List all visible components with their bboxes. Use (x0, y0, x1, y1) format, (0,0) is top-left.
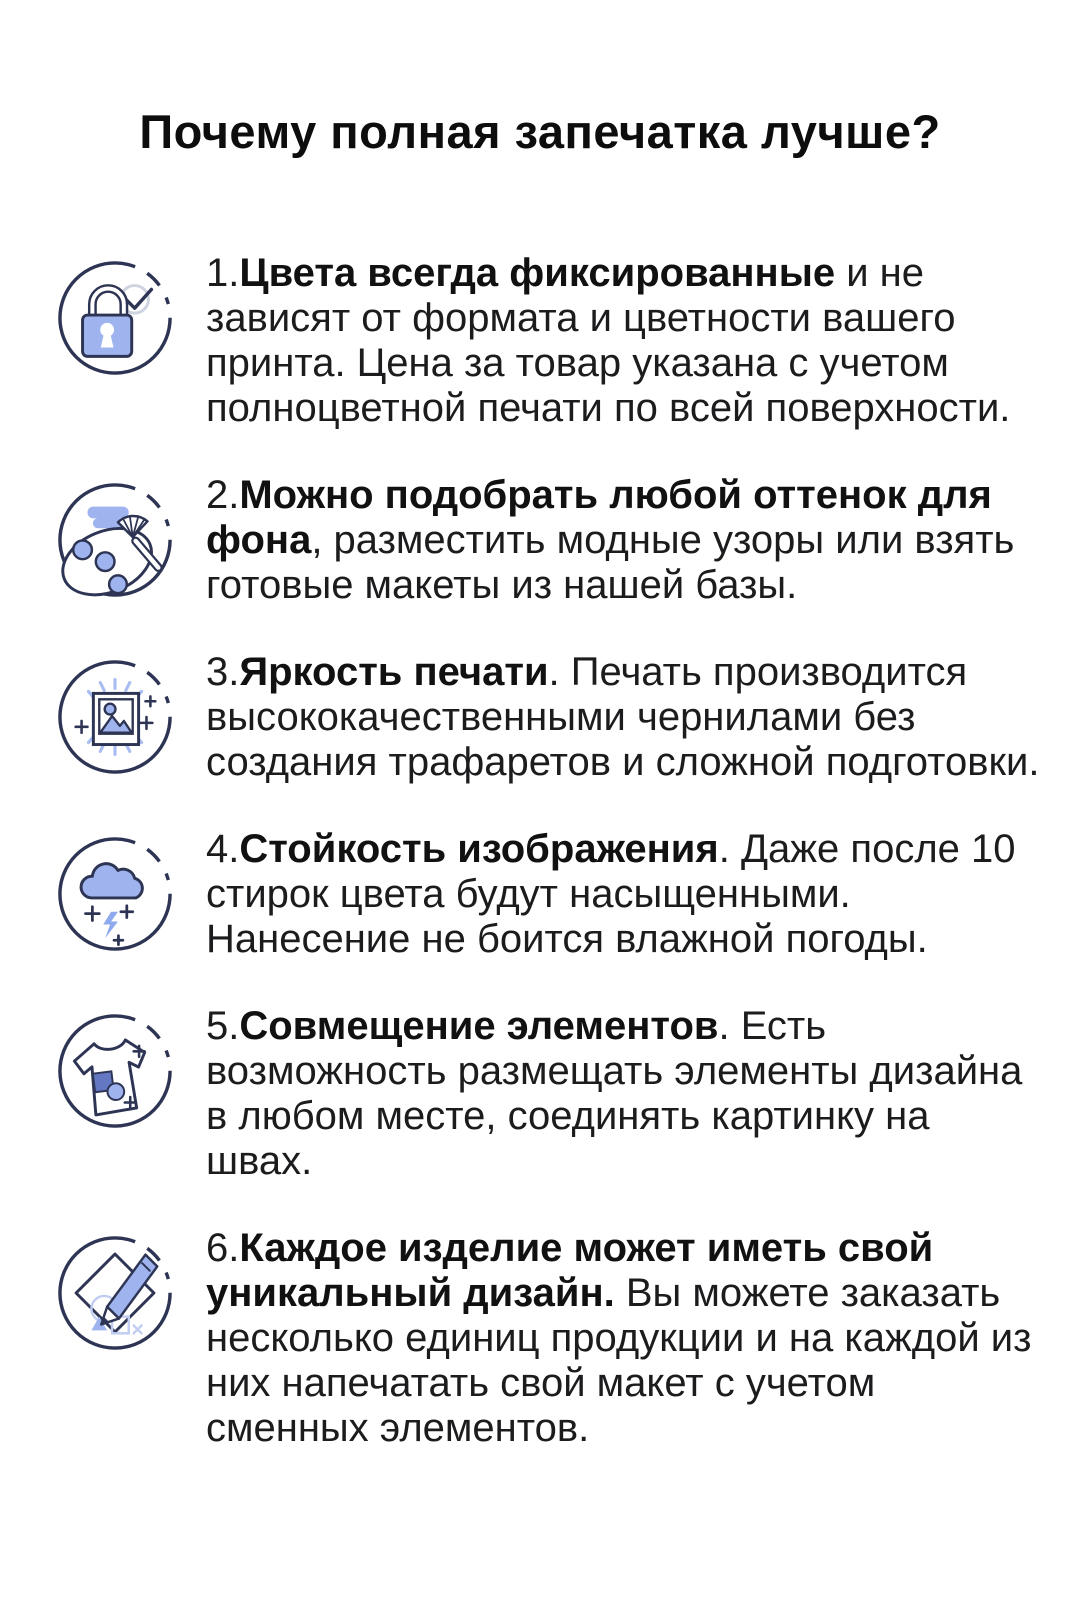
benefit-rest: , разместить модные узоры или взять готовые макеты из нашей базы. (206, 518, 1015, 607)
benefit-item-4 (56, 827, 1040, 962)
benefit-bold: Цвета всегда фиксированные (239, 251, 836, 295)
page-title: Почему полная запечатка лучше? (139, 105, 941, 158)
benefit-rest: и не зависят от формата и цветности вашего принта. Цена за товар указана с учетом полноцветной печати по всей поверхности. (206, 251, 1011, 430)
benefit-text-6 (206, 1226, 1040, 1451)
tshirt-design-icon (56, 1012, 174, 1130)
benefit-number: 3. (206, 650, 240, 694)
benefit-number: 1. (206, 251, 240, 295)
benefits-list (56, 251, 1040, 1451)
benefit-rest: . Печать производится высококачественными чернилами без создания трафаретов и сложной подготовки. (206, 650, 1040, 784)
benefit-number: 2. (206, 473, 240, 517)
benefit-bold: Яркость печати (239, 650, 549, 694)
benefit-bold: Совмещение элементов (239, 1004, 719, 1048)
benefit-item-2 (56, 473, 1040, 608)
benefit-item-3 (56, 650, 1040, 785)
lock-check-icon (56, 259, 174, 377)
pencil-sketch-icon (56, 1234, 174, 1352)
benefit-item-6 (56, 1226, 1040, 1451)
benefit-text-2 (206, 473, 1040, 608)
benefit-rest: . Даже после 10 стирок цвета будут насыщенными. Нанесение не боится влажной погоды. (206, 827, 1016, 961)
bright-image-icon (56, 658, 174, 776)
benefit-rest: Вы можете заказать несколько единиц продукции и на каждой из них напечатать свой макет с учетом сменных элементов. (206, 1271, 1032, 1450)
benefit-number: 4. (206, 827, 240, 871)
benefit-text-4 (206, 827, 1040, 962)
benefit-item-1 (56, 251, 1040, 431)
benefit-number: 6. (206, 1226, 240, 1270)
benefit-bold: Стойкость изображения (239, 827, 719, 871)
benefit-number: 5. (206, 1004, 240, 1048)
palette-brush-icon (56, 481, 174, 599)
benefit-bold: Каждое изделие может иметь свой уникальный дизайн. (206, 1226, 934, 1315)
benefit-text-1 (206, 251, 1040, 431)
benefit-rest: . Есть возможность размещать элементы дизайна в любом месте, соединять картинку на швах. (206, 1004, 1023, 1183)
weatherproof-cloud-icon (56, 835, 174, 953)
benefit-bold: Можно подобрать любой оттенок для фона (206, 473, 992, 562)
benefit-text-3 (206, 650, 1040, 785)
benefit-item-5 (56, 1004, 1040, 1184)
benefit-text-5 (206, 1004, 1040, 1184)
